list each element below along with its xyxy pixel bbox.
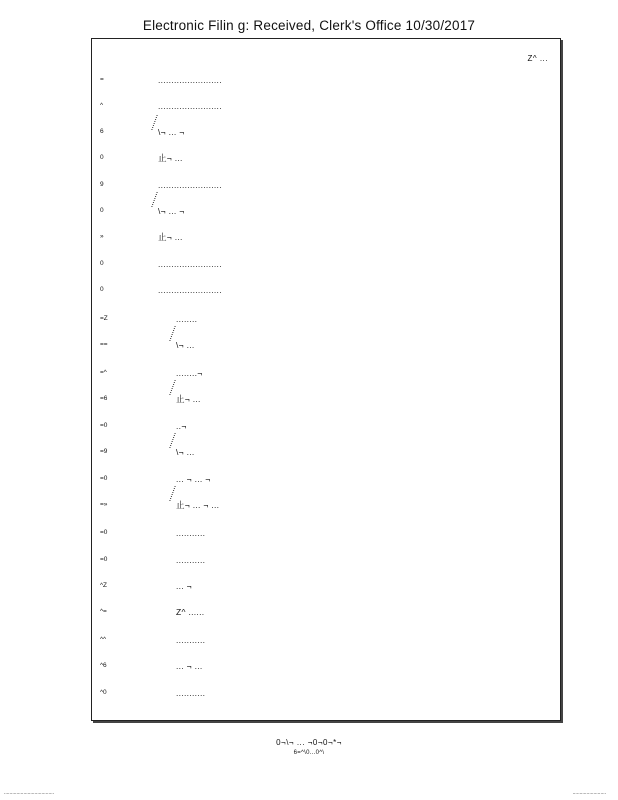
transcript-line bbox=[92, 528, 560, 540]
transcript-line bbox=[92, 153, 560, 165]
transcript-line bbox=[92, 180, 560, 192]
line-text: ........................ bbox=[158, 101, 222, 111]
annotation-mark bbox=[169, 326, 177, 341]
line-number: 0 bbox=[100, 260, 104, 267]
transcript-line bbox=[92, 340, 560, 352]
annotation-mark bbox=[169, 486, 177, 501]
line-number: 6 bbox=[100, 128, 104, 135]
line-text: 止¬ ... ¬ ... bbox=[176, 500, 220, 510]
transcript-line bbox=[92, 394, 560, 406]
annotation-mark bbox=[169, 433, 177, 448]
line-text: ........... bbox=[176, 555, 206, 565]
line-text: ........... bbox=[176, 688, 206, 698]
transcript-line bbox=[92, 206, 560, 218]
line-text: ... ¬ bbox=[176, 581, 192, 591]
line-number: =^ bbox=[100, 369, 107, 376]
transcript-line bbox=[92, 581, 560, 593]
footer-left-note: .................................... bbox=[4, 790, 55, 796]
line-text: ........... bbox=[176, 635, 206, 645]
line-number: ^ bbox=[100, 102, 104, 109]
line-number: 0 bbox=[100, 207, 104, 214]
line-text: ........ bbox=[176, 314, 198, 324]
page-number: Z^ ... bbox=[527, 54, 548, 63]
line-text: ........... bbox=[176, 528, 206, 538]
footer-subcitation: 6=^\0...0^\ bbox=[293, 750, 325, 756]
line-text: ..¬ bbox=[176, 421, 187, 431]
transcript-line bbox=[92, 661, 560, 673]
line-number: 0 bbox=[100, 154, 104, 161]
filing-stamp-header: Electronic Filin g: Received, Clerk's Office 10/30/2017 bbox=[142, 18, 476, 33]
line-number: 9 bbox=[100, 181, 104, 188]
line-text: \¬ ... bbox=[176, 447, 195, 457]
line-number: =0 bbox=[100, 529, 108, 536]
line-text: ........................ bbox=[158, 180, 222, 190]
line-text: ... ¬ ... ¬ bbox=[176, 474, 211, 484]
transcript-line bbox=[92, 101, 560, 113]
line-number: ^6 bbox=[100, 662, 107, 669]
transcript-line bbox=[92, 285, 560, 297]
transcript-line bbox=[92, 259, 560, 271]
line-number: 0 bbox=[100, 286, 104, 293]
line-text: 止¬ ... bbox=[158, 153, 183, 163]
transcript-line bbox=[92, 500, 560, 512]
line-number: =0 bbox=[100, 475, 108, 482]
line-number: =0 bbox=[100, 422, 108, 429]
line-number: ^= bbox=[100, 608, 107, 615]
transcript-line bbox=[92, 421, 560, 433]
line-text: Z^ ...... bbox=[176, 607, 205, 617]
line-number: ^Z bbox=[100, 582, 108, 589]
line-number: ^0 bbox=[100, 689, 107, 696]
line-number: = bbox=[100, 76, 104, 83]
line-text: ........................ bbox=[158, 259, 222, 269]
line-text: 止¬ ... bbox=[158, 232, 183, 242]
transcript-line bbox=[92, 75, 560, 87]
line-number: =6 bbox=[100, 395, 108, 402]
line-number: ^^ bbox=[100, 636, 107, 643]
line-text: ........................ bbox=[158, 75, 222, 85]
footer-citation: 0¬\¬ ... ¬0¬0¬*¬ bbox=[276, 738, 342, 747]
transcript-line bbox=[92, 127, 560, 139]
line-text: ........¬ bbox=[176, 368, 203, 378]
transcript-line bbox=[92, 607, 560, 619]
footer-right-note: ........................ bbox=[572, 790, 606, 796]
line-number: =Z bbox=[100, 315, 108, 322]
annotation-mark bbox=[151, 192, 159, 207]
transcript-page bbox=[91, 38, 561, 721]
transcript-line bbox=[92, 314, 560, 326]
line-text: ... ¬ ... bbox=[176, 661, 203, 671]
transcript-line bbox=[92, 474, 560, 486]
line-text: 止¬ ... bbox=[176, 394, 201, 404]
line-text: ........................ bbox=[158, 285, 222, 295]
transcript-line bbox=[92, 232, 560, 244]
transcript-line bbox=[92, 447, 560, 459]
line-number: =9 bbox=[100, 448, 108, 455]
line-text: \¬ ... ¬ bbox=[158, 206, 185, 216]
line-text: \¬ ... bbox=[176, 340, 195, 350]
line-number: == bbox=[100, 341, 108, 348]
transcript-line bbox=[92, 688, 560, 700]
line-number: =» bbox=[100, 501, 108, 508]
transcript-line bbox=[92, 368, 560, 380]
transcript-line bbox=[92, 635, 560, 647]
line-number: =0 bbox=[100, 556, 108, 563]
annotation-mark bbox=[169, 380, 177, 395]
line-text: \¬ ... ¬ bbox=[158, 127, 185, 137]
line-number: » bbox=[100, 233, 104, 240]
transcript-line bbox=[92, 555, 560, 567]
